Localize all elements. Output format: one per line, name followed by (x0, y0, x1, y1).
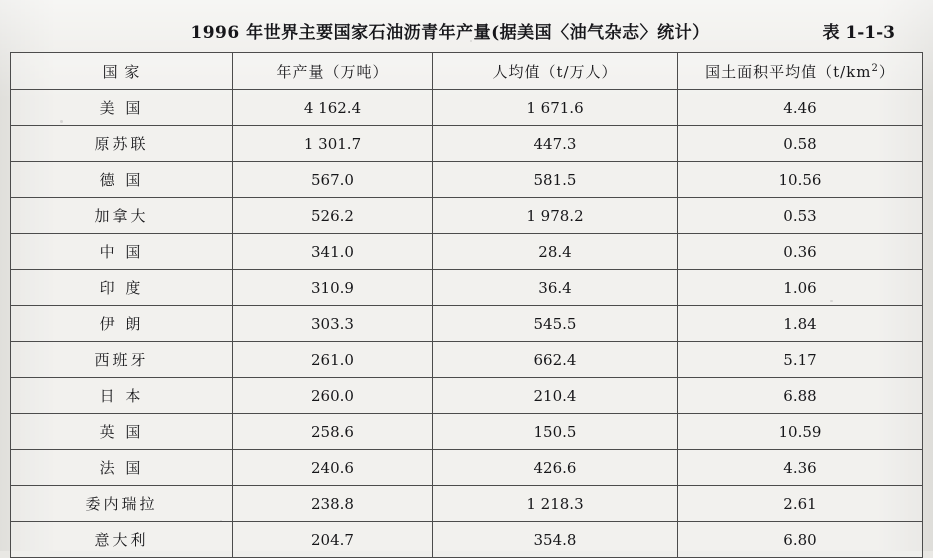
table-container (10, 52, 922, 558)
table-row (11, 522, 923, 558)
table-row (11, 162, 923, 198)
table-row (11, 90, 923, 126)
cell-country: 意大利 (11, 522, 233, 558)
table-row (11, 450, 923, 486)
cell-annual-output: 567.0 (233, 162, 433, 198)
cell-annual-output: 310.9 (233, 270, 433, 306)
column-header-per-area-text: 国土面积平均值（t/km (705, 62, 872, 81)
square-superscript: 2 (871, 62, 879, 74)
cell-per-area: 0.36 (678, 234, 923, 270)
table-row (11, 378, 923, 414)
cell-per-capita: 36.4 (433, 270, 678, 306)
cell-per-capita: 426.6 (433, 450, 678, 486)
cell-per-capita: 1 978.2 (433, 198, 678, 234)
table-row (11, 126, 923, 162)
cell-country: 英 国 (11, 414, 233, 450)
table-header-row (11, 53, 923, 90)
cell-country: 日 本 (11, 378, 233, 414)
table-row (11, 234, 923, 270)
cell-annual-output: 526.2 (233, 198, 433, 234)
cell-per-area: 5.17 (678, 342, 923, 378)
cell-per-area: 4.36 (678, 450, 923, 486)
cell-country: 德 国 (11, 162, 233, 198)
cell-per-area: 4.46 (678, 90, 923, 126)
cell-annual-output: 1 301.7 (233, 126, 433, 162)
cell-per-capita: 28.4 (433, 234, 678, 270)
cell-per-area: 0.53 (678, 198, 923, 234)
cell-per-area: 6.80 (678, 522, 923, 558)
table-head (11, 53, 923, 90)
cell-annual-output: 238.8 (233, 486, 433, 522)
table-row (11, 306, 923, 342)
cell-annual-output: 204.7 (233, 522, 433, 558)
table-row (11, 342, 923, 378)
cell-annual-output: 261.0 (233, 342, 433, 378)
cell-annual-output: 303.3 (233, 306, 433, 342)
cell-country: 西班牙 (11, 342, 233, 378)
column-header-per-area (678, 53, 923, 90)
cell-per-area: 6.88 (678, 378, 923, 414)
cell-country: 印 度 (11, 270, 233, 306)
cell-per-area: 10.59 (678, 414, 923, 450)
cell-per-capita: 447.3 (433, 126, 678, 162)
cell-per-capita: 354.8 (433, 522, 678, 558)
cell-per-capita: 150.5 (433, 414, 678, 450)
cell-country: 美 国 (11, 90, 233, 126)
cell-per-capita: 581.5 (433, 162, 678, 198)
table-header-area (0, 8, 933, 42)
cell-per-area: 10.56 (678, 162, 923, 198)
table-row (11, 414, 923, 450)
cell-annual-output: 341.0 (233, 234, 433, 270)
column-header-output: 年产量（万吨） (233, 53, 433, 90)
column-header-country: 国 家 (11, 53, 233, 90)
cell-country: 中 国 (11, 234, 233, 270)
cell-annual-output: 240.6 (233, 450, 433, 486)
cell-per-area: 0.58 (678, 126, 923, 162)
cell-per-area: 2.61 (678, 486, 923, 522)
table-number-label: 表 1-1-3 (822, 23, 895, 43)
cell-country: 加拿大 (11, 198, 233, 234)
table-caption: 1996 年世界主要国家石油沥青年产量(据美国〈油气杂志〉统计） (190, 23, 710, 43)
cell-annual-output: 258.6 (233, 414, 433, 450)
petroleum-asphalt-production-table (10, 52, 923, 558)
cell-per-capita: 210.4 (433, 378, 678, 414)
cell-per-capita: 1 671.6 (433, 90, 678, 126)
cell-country: 原苏联 (11, 126, 233, 162)
cell-country: 法 国 (11, 450, 233, 486)
column-header-per-capita: 人均值（t/万人） (433, 53, 678, 90)
cell-per-capita: 662.4 (433, 342, 678, 378)
cell-annual-output: 4 162.4 (233, 90, 433, 126)
cell-per-area: 1.84 (678, 306, 923, 342)
table-row (11, 198, 923, 234)
cell-per-area: 1.06 (678, 270, 923, 306)
table-row (11, 486, 923, 522)
cell-country: 委内瑞拉 (11, 486, 233, 522)
table-body (11, 90, 923, 558)
column-header-per-area-tail: ） (878, 62, 895, 81)
cell-annual-output: 260.0 (233, 378, 433, 414)
cell-per-capita: 1 218.3 (433, 486, 678, 522)
table-row (11, 270, 923, 306)
cell-country: 伊 朗 (11, 306, 233, 342)
cell-per-capita: 545.5 (433, 306, 678, 342)
